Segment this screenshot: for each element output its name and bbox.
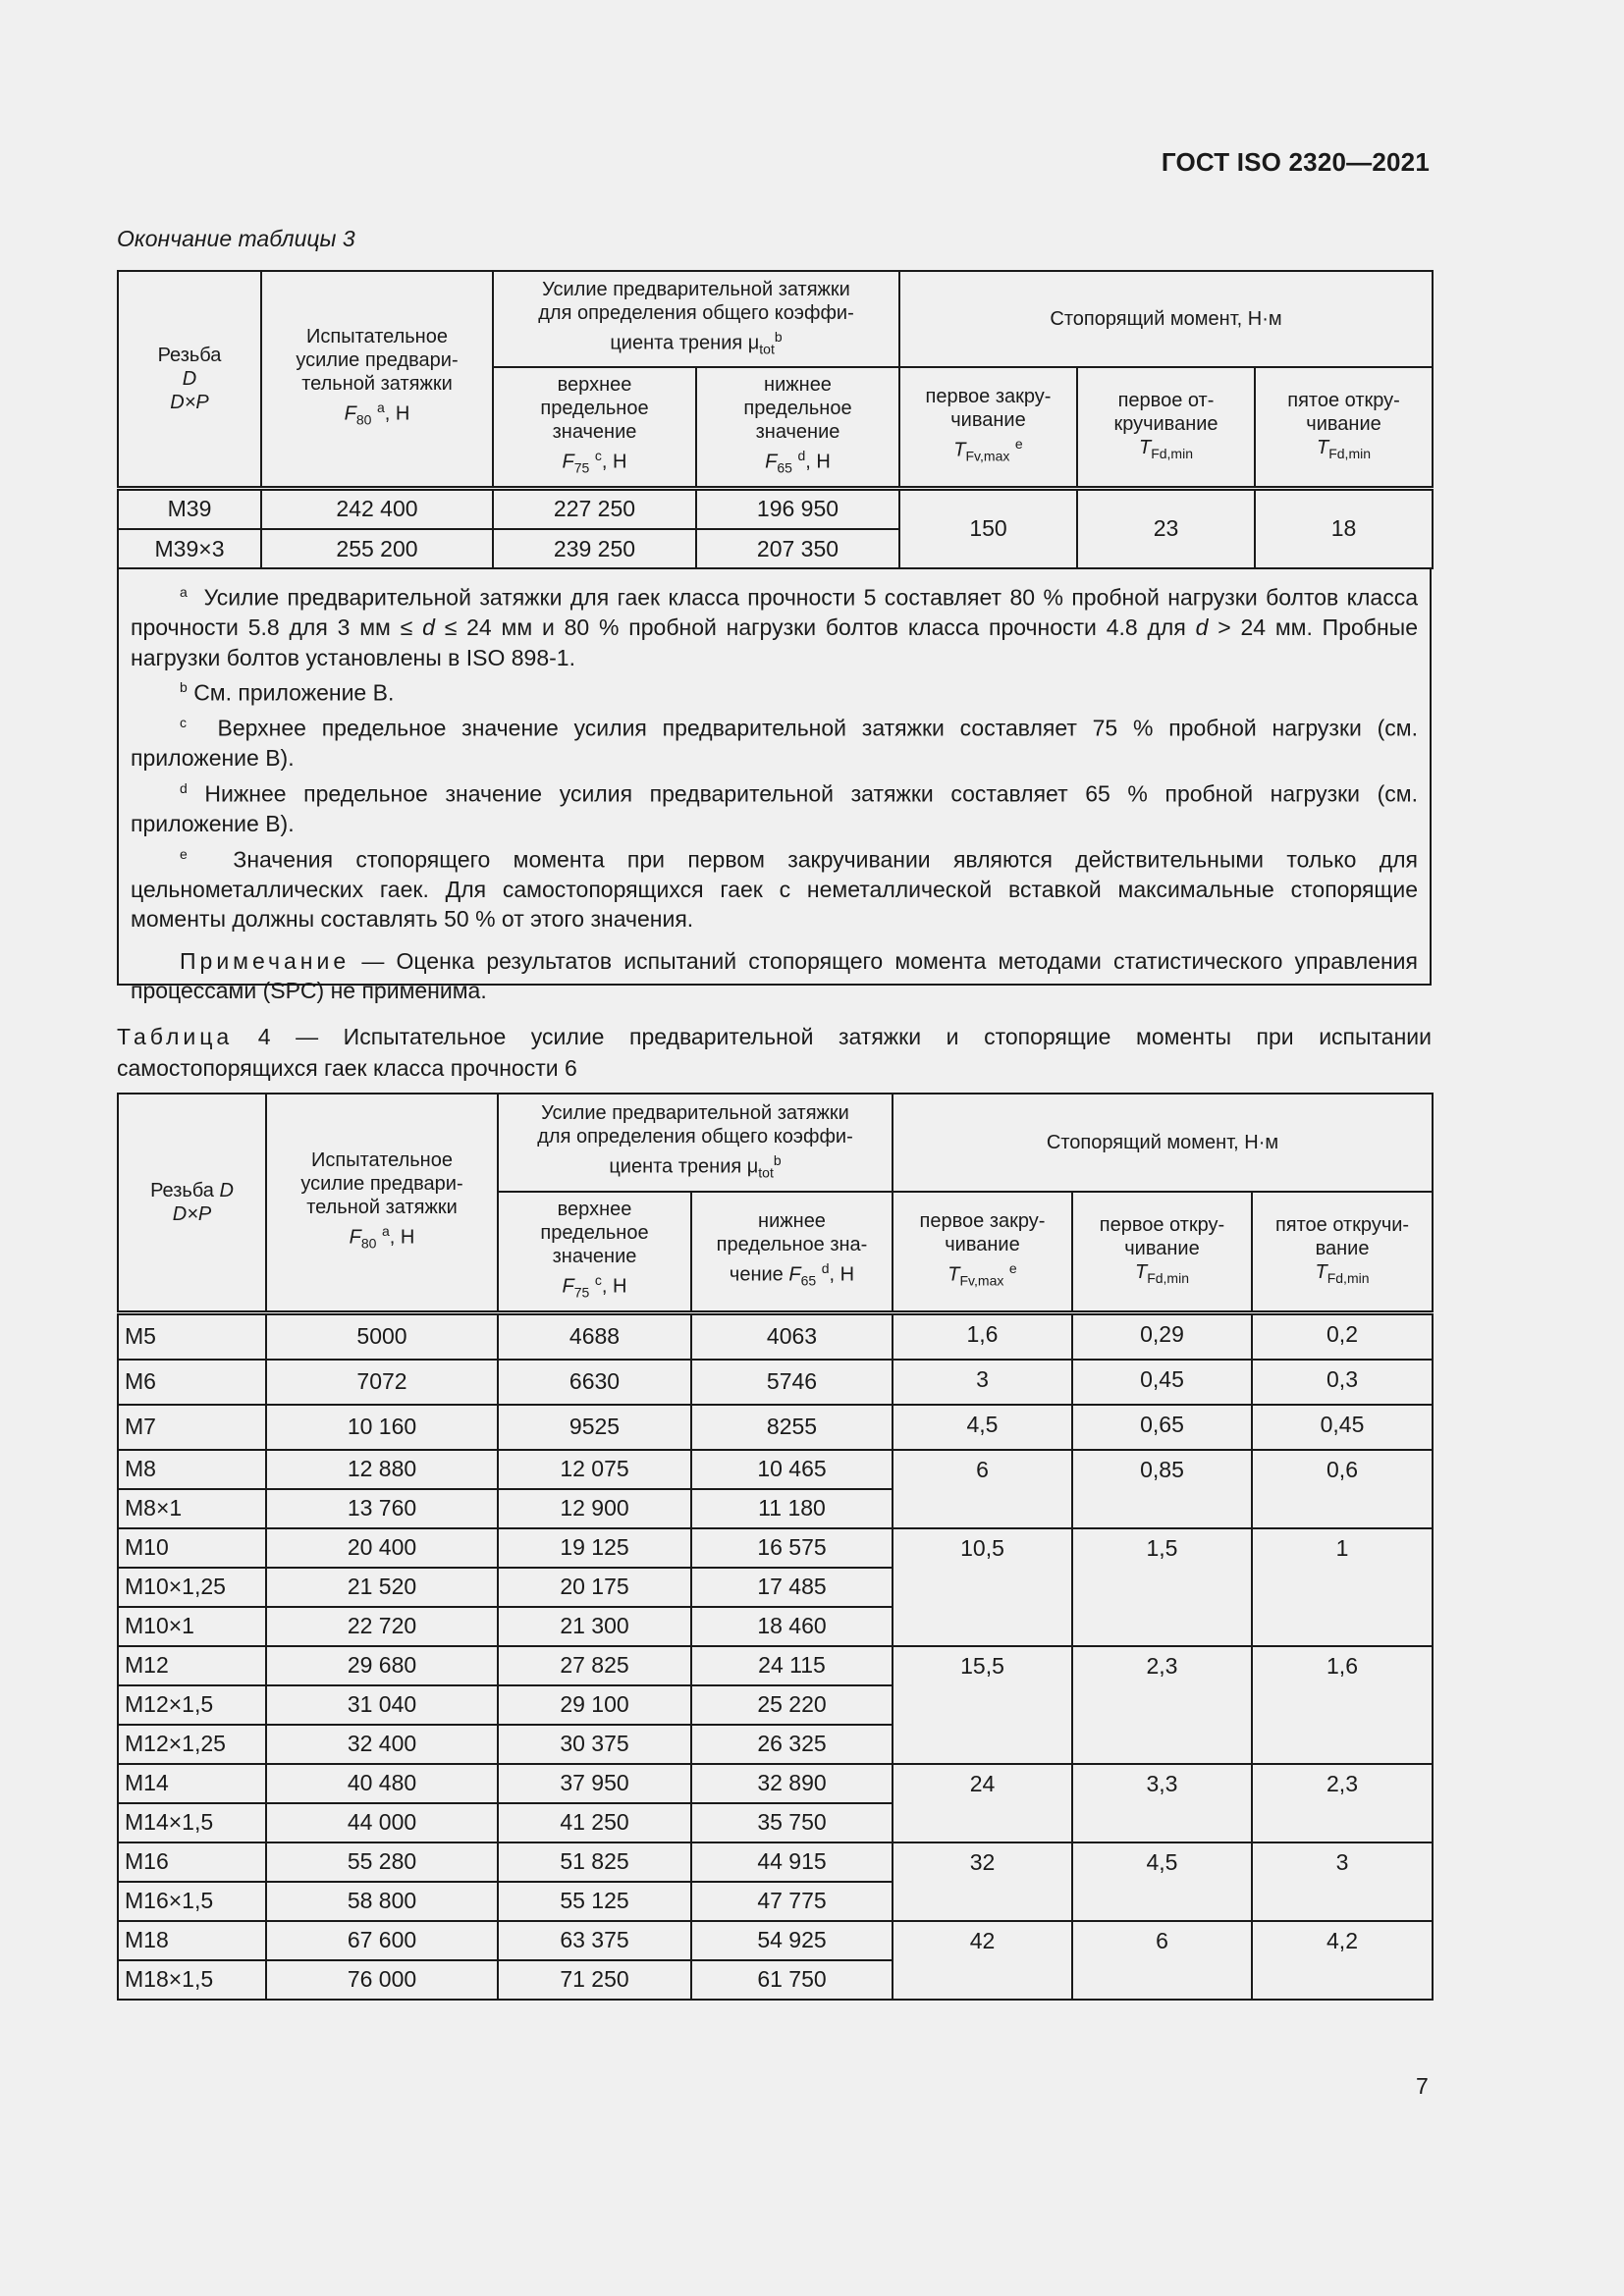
table-row [118,1360,1433,1405]
lower-cell: 25 220 [691,1685,893,1725]
page-number: 7 [1416,2073,1429,2099]
force-cell: 12 880 [266,1450,498,1489]
lower-cell: 24 115 [691,1646,893,1685]
thread-cell: M12×1,25 [118,1725,266,1764]
force-cell: 67 600 [266,1921,498,1960]
torque-first-loosening: 3,3 [1072,1764,1252,1842]
upper-cell: 4688 [498,1312,691,1360]
t3-head-test-force: Испытательное усилие предвари- тельной затяжки $F_{80}$ $^a$, Н [261,271,493,488]
torque-first-tightening: 1,6 [893,1312,1072,1360]
torque-first-loosening: 0,45 [1072,1360,1252,1405]
torque-first-loosening: 0,29 [1072,1312,1252,1360]
thread-cell: M39×3 [118,529,261,568]
lower-cell: 8255 [691,1405,893,1450]
table-row [118,1842,1433,1882]
thread-cell: M18×1,5 [118,1960,266,2000]
thread-cell: M10×1,25 [118,1568,266,1607]
table-row [118,1921,1433,1960]
torque-fifth-loosening: 0,3 [1252,1360,1433,1405]
lower-cell: 16 575 [691,1528,893,1568]
force-cell: 32 400 [266,1725,498,1764]
torque-first-tightening: 6 [893,1450,1072,1528]
upper-cell: 29 100 [498,1685,691,1725]
lower-cell: 10 465 [691,1450,893,1489]
t4-head-preload-group: Усилие предварительной затяжки для определения общего коэффи- циента трения $\mu_{tot}^b$ [498,1094,893,1192]
thread-cell: M12×1,5 [118,1685,266,1725]
t4-head-lower: нижнее предельное зна- чение $F_{65}$ $^d$, Н [691,1192,893,1312]
table-row [118,488,1433,529]
upper-cell: 239 250 [493,529,696,568]
t4-head-test-force: Испытательное усилие предвари- тельной затяжки $F_{80}$ $^a$, Н [266,1094,498,1312]
thread-cell: M10 [118,1528,266,1568]
torque-fifth-loosening: 2,3 [1252,1764,1433,1842]
upper-cell: 21 300 [498,1607,691,1646]
table-row [118,1764,1433,1803]
upper-cell: 12 900 [498,1489,691,1528]
t4-head-torque-group: Стопорящий момент, Н·м [893,1094,1433,1192]
lower-cell: 4063 [691,1312,893,1360]
upper-cell: 20 175 [498,1568,691,1607]
force-cell: 20 400 [266,1528,498,1568]
t4-head-fifth-loosening: пятое откручи- вание $T_{Fd,min}$ [1252,1192,1433,1312]
force-cell: 7072 [266,1360,498,1405]
lower-cell: 54 925 [691,1921,893,1960]
t3-head-thread: Резьба D D×P [118,271,261,488]
upper-cell: 27 825 [498,1646,691,1685]
force-cell: 58 800 [266,1882,498,1921]
torque-first-loosening: 1,5 [1072,1528,1252,1646]
thread-cell: M8 [118,1450,266,1489]
upper-cell: 37 950 [498,1764,691,1803]
table4-caption: Таблица 4 — Испытательное усилие предварительной затяжки и стопорящие моменты при испытании самостопорящихся гаек класса прочности 6 [117,1024,1432,1081]
force-cell: 40 480 [266,1764,498,1803]
lower-cell: 47 775 [691,1882,893,1921]
lower-cell: 207 350 [696,529,899,568]
force-cell: 5000 [266,1312,498,1360]
torque-first-tightening: 42 [893,1921,1072,2000]
thread-cell: M10×1 [118,1607,266,1646]
upper-cell: 30 375 [498,1725,691,1764]
upper-cell: 9525 [498,1405,691,1450]
torque-first-tightening: 4,5 [893,1405,1072,1450]
force-cell: 22 720 [266,1607,498,1646]
torque-fifth-loosening: 1,6 [1252,1646,1433,1764]
torque-first-tightening: 15,5 [893,1646,1072,1764]
footnote-b: $^b$ См. приложение В. [180,679,395,706]
t3-head-fifth-loosening: пятое откру- чивание $T_{Fd,min}$ [1255,367,1433,488]
t3-head-torque-group: Стопорящий момент, Н·м [899,271,1433,367]
thread-cell: M16×1,5 [118,1882,266,1921]
torque-fifth-loosening: 3 [1252,1842,1433,1921]
force-cell: 55 280 [266,1842,498,1882]
t4-head-upper: верхнее предельное значение $F_{75}$ $^c$, Н [498,1192,691,1312]
torque-fifth-loosening: 18 [1255,488,1433,568]
document-number: ГОСТ ISO 2320—2021 [1161,147,1430,177]
t3-head-first-tightening: первое закру- чивание $T_{Fv,max}$ $^e$ [899,367,1077,488]
torque-first-tightening: 3 [893,1360,1072,1405]
t3-head-preload-group: Усилие предварительной затяжки для определения общего коэффи- циента трения $\mu_{tot}^b$ [493,271,899,367]
lower-cell: 196 950 [696,488,899,529]
table4 [117,1093,1434,2001]
t4-head-first-tightening: первое закру- чивание $T_{Fv,max}$ $^e$ [893,1192,1072,1312]
lower-cell: 26 325 [691,1725,893,1764]
thread-cell: M5 [118,1312,266,1360]
table-row [118,1450,1433,1489]
force-cell: 21 520 [266,1568,498,1607]
torque-first-loosening: 23 [1077,488,1255,568]
torque-fifth-loosening: 0,6 [1252,1450,1433,1528]
table-row [118,1528,1433,1568]
thread-cell: M7 [118,1405,266,1450]
force-cell: 31 040 [266,1685,498,1725]
upper-cell: 41 250 [498,1803,691,1842]
upper-cell: 227 250 [493,488,696,529]
table-row [118,1646,1433,1685]
upper-cell: 55 125 [498,1882,691,1921]
t3-head-lower: нижнее предельное значение $F_{65}$ $^d$, Н [696,367,899,488]
torque-first-loosening: 2,3 [1072,1646,1252,1764]
torque-first-tightening: 32 [893,1842,1072,1921]
torque-first-tightening: 10,5 [893,1528,1072,1646]
torque-fifth-loosening: 1 [1252,1528,1433,1646]
table-row [118,1312,1433,1360]
t4-head-thread: Резьба D D×P [118,1094,266,1312]
t3-head-first-loosening: первое от- кручивание $T_{Fd,min}$ [1077,367,1255,488]
force-cell: 255 200 [261,529,493,568]
torque-first-loosening: 0,85 [1072,1450,1252,1528]
upper-cell: 6630 [498,1360,691,1405]
upper-cell: 51 825 [498,1842,691,1882]
torque-first-loosening: 6 [1072,1921,1252,2000]
thread-cell: M18 [118,1921,266,1960]
lower-cell: 5746 [691,1360,893,1405]
thread-cell: M8×1 [118,1489,266,1528]
torque-fifth-loosening: 0,2 [1252,1312,1433,1360]
table3-caption: Окончание таблицы 3 [117,226,355,251]
footnote-d: $^d$ Нижнее предельное значение усилия предварительной затяжки составляет 65 % пробной нагрузки (см. приложение В). [131,779,1419,837]
torque-first-tightening: 24 [893,1764,1072,1842]
force-cell: 10 160 [266,1405,498,1450]
lower-cell: 32 890 [691,1764,893,1803]
upper-cell: 19 125 [498,1528,691,1568]
thread-cell: M16 [118,1842,266,1882]
lower-cell: 18 460 [691,1607,893,1646]
thread-cell: M6 [118,1360,266,1405]
force-cell: 13 760 [266,1489,498,1528]
torque-fifth-loosening: 0,45 [1252,1405,1433,1450]
thread-cell: M39 [118,488,261,529]
footnote-e: $^e$ Значения стопорящего момента при первом закручивании являются действительными только для цельнометаллических гаек. Для самостопорящихся гаек с неметаллической вставкой максимальные стопорящие моменты должны составлять 50 % от этого значения. [131,845,1418,933]
upper-cell: 63 375 [498,1921,691,1960]
footnote-a: $^a$ Усилие предварительной затяжки для гаек класса прочности 5 составляет 80 % пробной нагрузки болтов класса прочности 5.8 для 3 мм ≤ d ≤ 24 мм и 80 % пробной нагрузки болтов класса прочности 4.8 для d > 24 мм. Пробные нагрузки болтов установлены в ISO 898-1. [131,584,1418,670]
lower-cell: 11 180 [691,1489,893,1528]
table-row [118,1405,1433,1450]
force-cell: 76 000 [266,1960,498,2000]
lower-cell: 17 485 [691,1568,893,1607]
thread-cell: M14×1,5 [118,1803,266,1842]
lower-cell: 35 750 [691,1803,893,1842]
torque-fifth-loosening: 4,2 [1252,1921,1433,2000]
table4-body [118,1312,1433,2000]
force-cell: 29 680 [266,1646,498,1685]
force-cell: 242 400 [261,488,493,529]
upper-cell: 71 250 [498,1960,691,2000]
torque-first-tightening: 150 [899,488,1077,568]
lower-cell: 61 750 [691,1960,893,2000]
upper-cell: 12 075 [498,1450,691,1489]
t3-head-upper: верхнее предельное значение $F_{75}$ $^c$, Н [493,367,696,488]
thread-cell: M12 [118,1646,266,1685]
table3 [117,270,1434,569]
table3-note: Примечание — Оценка результатов испытаний стопорящего момента методами статистического управления процессами (SPC) не применима. [131,947,1418,1004]
footnote-c: $^c$ Верхнее предельное значение усилия предварительной затяжки составляет 75 % пробной нагрузки (см. приложение В). [131,715,1418,772]
lower-cell: 44 915 [691,1842,893,1882]
table3-footnotes [117,569,1432,1004]
force-cell: 44 000 [266,1803,498,1842]
thread-cell: M14 [118,1764,266,1803]
t4-head-first-loosening: первое откру- чивание $T_{Fd,min}$ [1072,1192,1252,1312]
torque-first-loosening: 4,5 [1072,1842,1252,1921]
torque-first-loosening: 0,65 [1072,1405,1252,1450]
